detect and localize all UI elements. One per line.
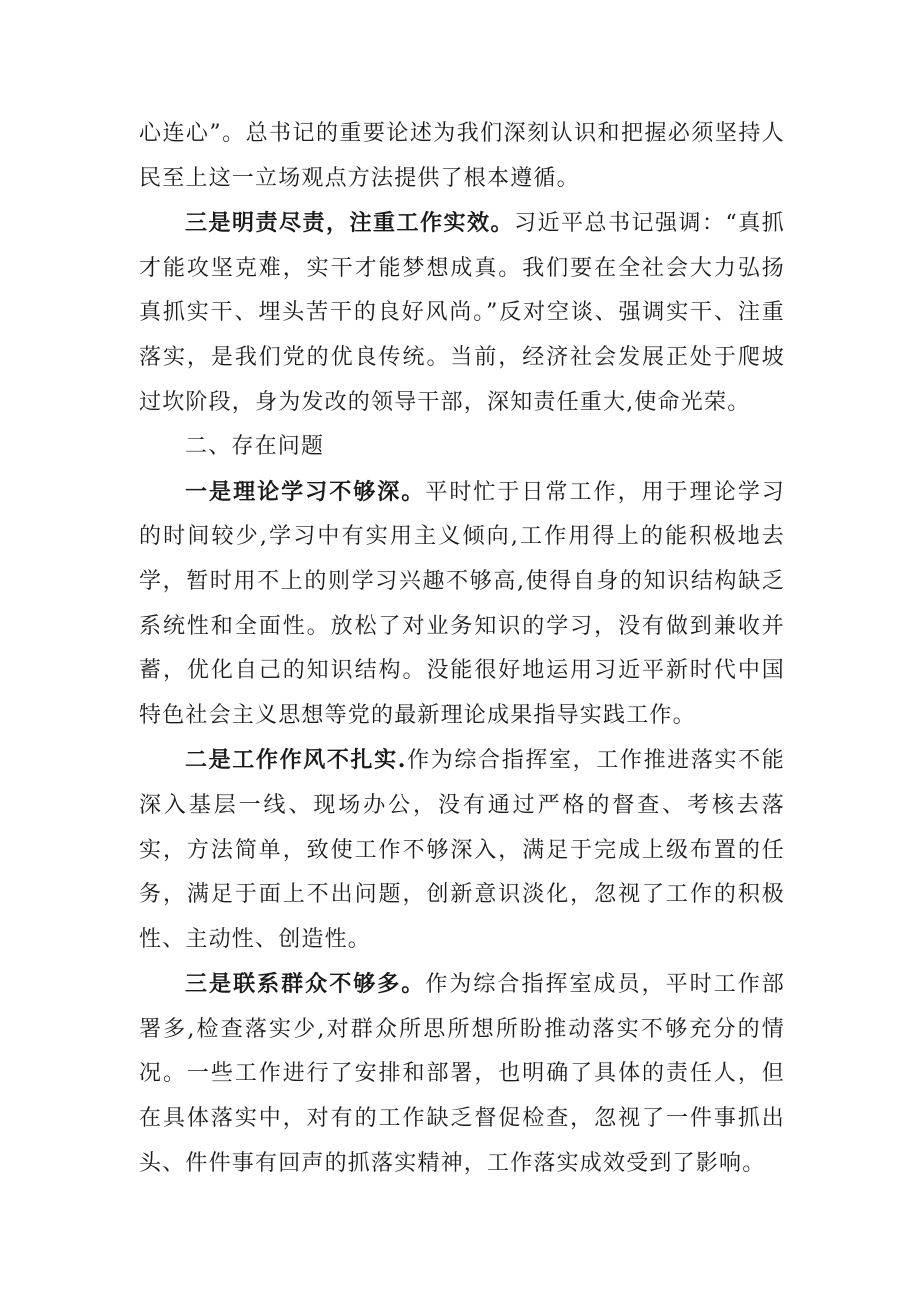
paragraph-text: 习近平总书记强调：“真抓才能攻坚克难，实干才能梦想成真。我们要在全社会大力弘扬真抓实干、埋头苦干的良好风尚。”反对空谈、强调实干、注重落实，是我们党的优良传统。当前，经济社会发展正处于爬坡过坎阶段，身为发改的领导干部，深知责任重大,使命光荣。 (139, 211, 785, 415)
paragraph-lead: 三是联系群众不够多。 (185, 971, 426, 998)
paragraph-problem-three (139, 962, 785, 1186)
paragraph-text: 平时忙于日常工作，用于理论学习的时间较少,学习中有实用主义倾向,工作用得上的能积极地去学，暂时用不上的则学习兴趣不够高,使得自身的知识结构缺乏系统性和全面性。放松了对业务知识的学习，没有做到兼收并蓄，优化自己的知识结构。没能很好地运用习近平新时代中国特色社会主义思想等党的最新理论成果指导实践工作。 (139, 479, 785, 728)
paragraph-text: 心连心”。总书记的重要论述为我们深刻认识和把握必须坚持人民至上这一立场观点方法提供了根本遵循。 (139, 121, 785, 191)
paragraph-text: 作为综合指挥室，工作推进落实不能深入基层一线、现场办公，没有通过严格的督查、考核去落实，方法简单，致使工作不够深入，满足于完成上级布置的任务，满足于面上不出问题，创新意识淡化，忽视了工作的积极性、主动性、创造性。 (139, 748, 785, 952)
section-heading (139, 425, 785, 470)
document-body (139, 112, 785, 1186)
paragraph-point-three (139, 201, 785, 425)
paragraph-problem-two (139, 738, 785, 962)
paragraph-lead: 三是明责尽责，注重工作实效。 (185, 210, 515, 237)
paragraph-continuation (139, 112, 785, 201)
paragraph-lead: 二是工作作风不扎实. (185, 747, 407, 774)
section-heading-text: 二、存在问题 (185, 434, 325, 460)
paragraph-text: 作为综合指挥室成员，平时工作部署多,检查落实少,对群众所思所想所盼推动落实不够充分的情况。一些工作进行了安排和部署，也明确了具体的责任人，但在具体落实中，对有的工作缺乏督促检查，忽视了一件事抓出头、件件事有回声的抓落实精神，工作落实成效受到了影响。 (139, 972, 785, 1176)
paragraph-lead: 一是理论学习不够深。 (185, 478, 426, 505)
paragraph-problem-one (139, 470, 785, 739)
